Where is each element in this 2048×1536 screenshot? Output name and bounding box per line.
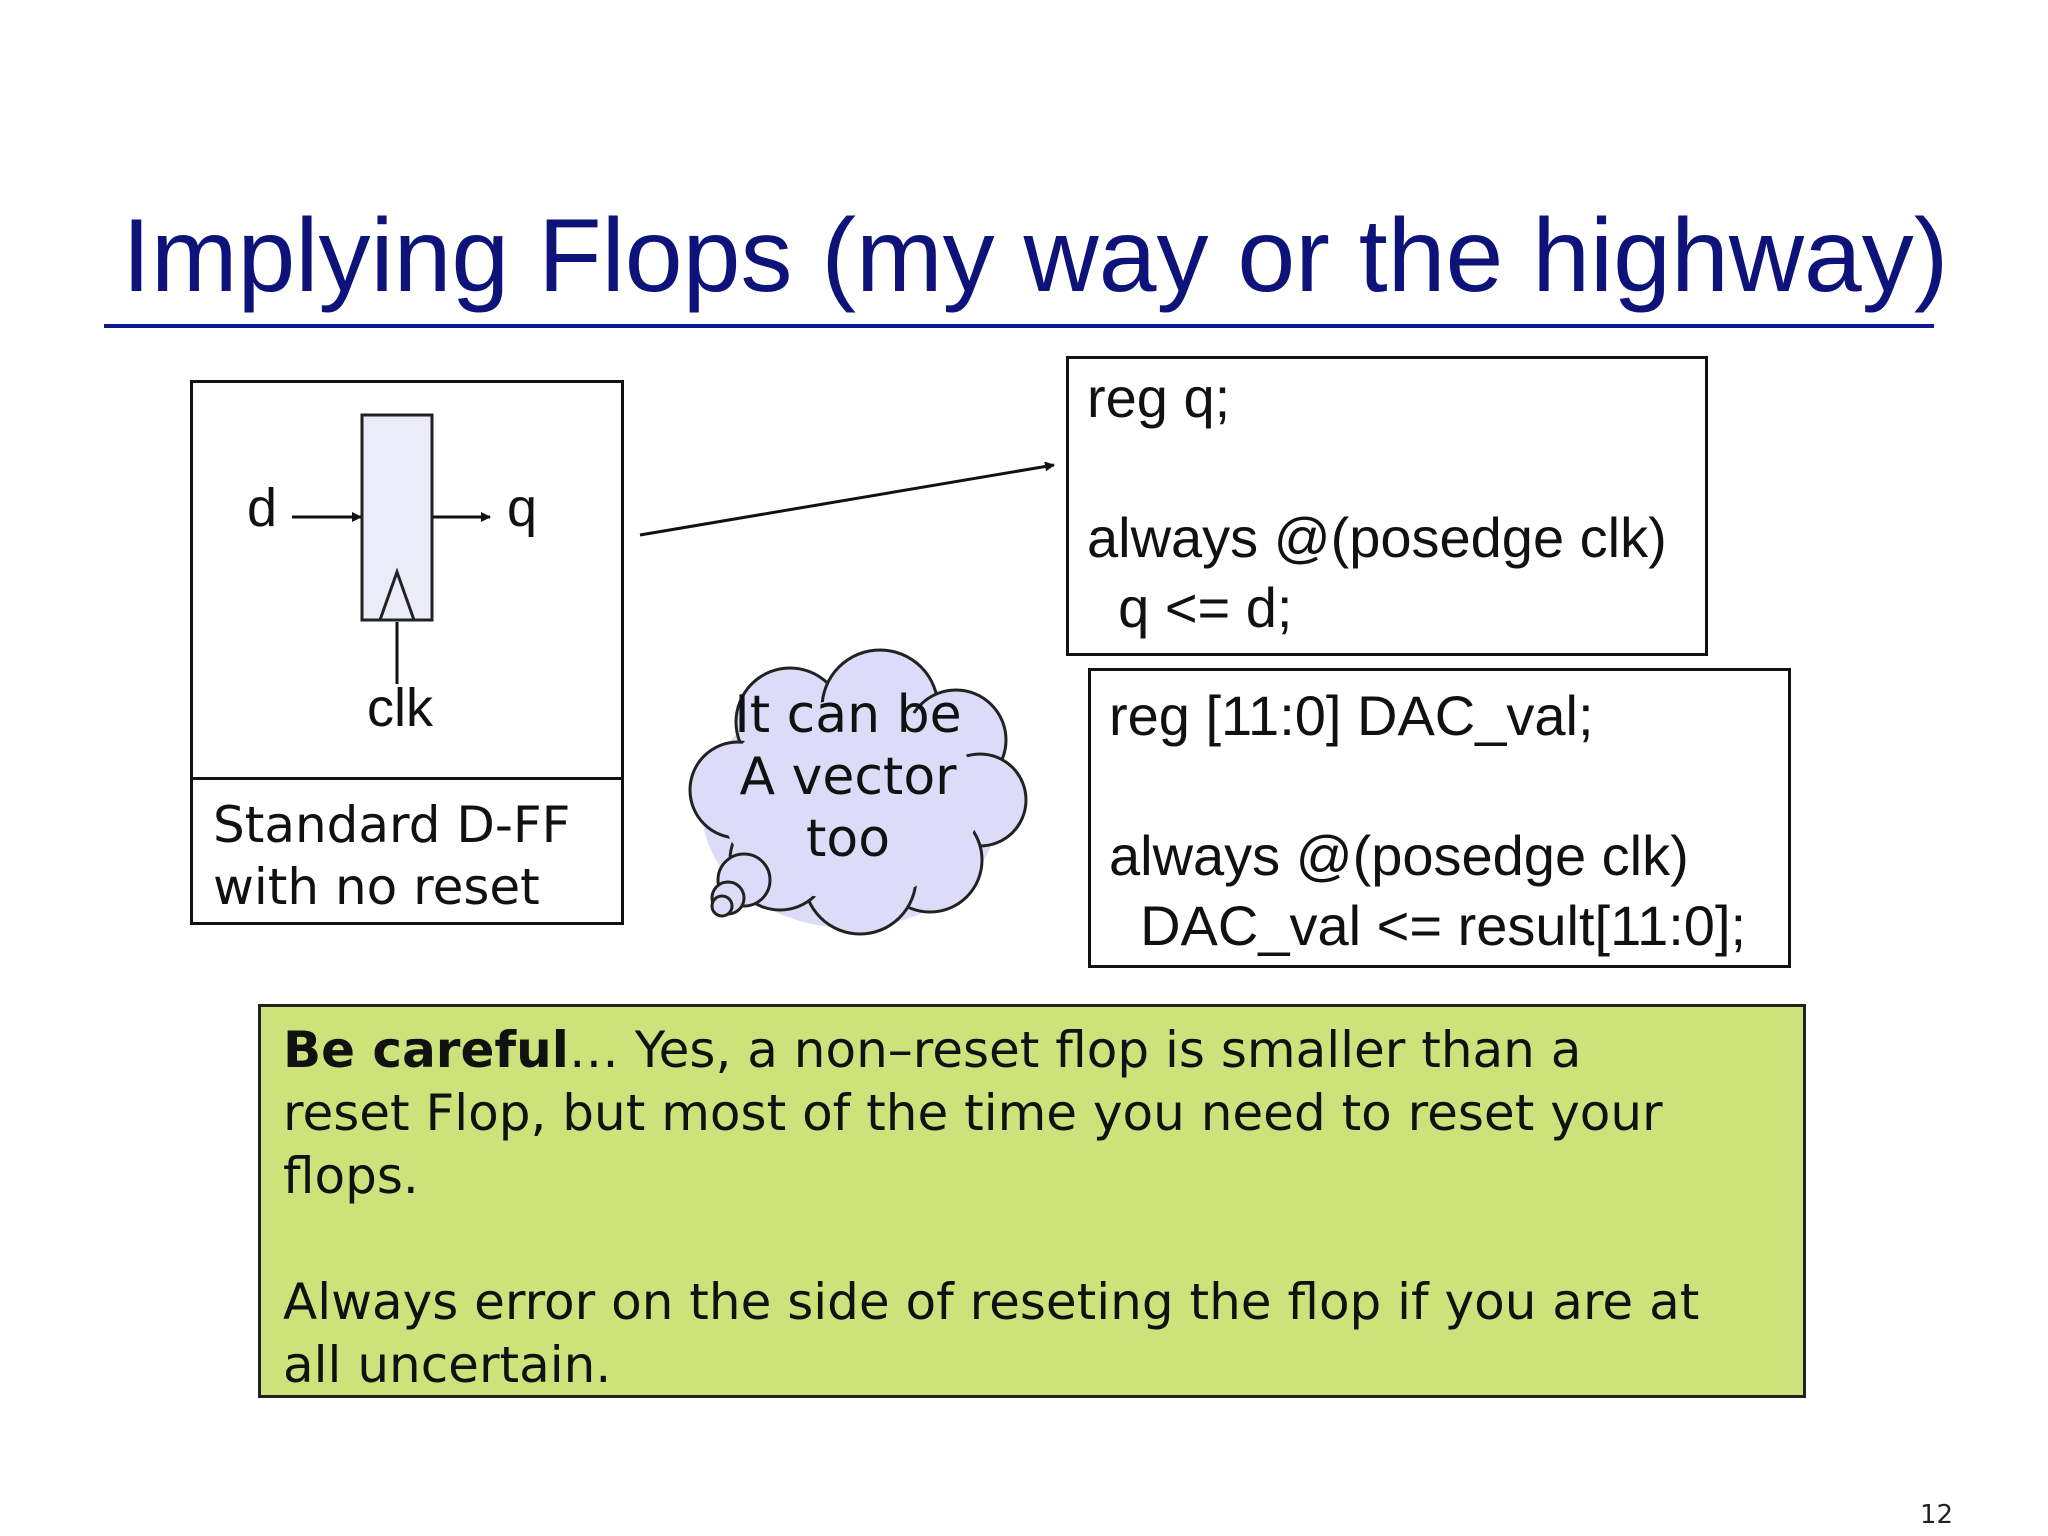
code-line: DAC_val <= result[11:0];: [1109, 894, 1747, 957]
note-spacer: [283, 1208, 1783, 1271]
code-line: q <= d;: [1087, 576, 1293, 639]
clk-label: clk: [367, 678, 433, 738]
d-input-label: d: [247, 478, 278, 538]
flip-flop-symbol: [362, 415, 432, 620]
note-line-1: [283, 1019, 1783, 1082]
note-line-5: all uncertain.: [283, 1336, 612, 1394]
code-line: reg [11:0] DAC_val;: [1109, 684, 1594, 747]
bubble-line-2: A vector: [739, 747, 957, 807]
note-line-1-rest: … Yes, a non–reset flop is smaller than a: [568, 1021, 1582, 1079]
code-line: always @(posedge clk): [1109, 824, 1689, 887]
note-line-4: Always error on the side of reseting the flop if you are at: [283, 1273, 1700, 1331]
code-line: always @(posedge clk): [1087, 506, 1667, 569]
q-output-label: q: [507, 478, 538, 538]
dff-caption-line-1: Standard D-FF: [213, 796, 571, 854]
slide-title: Implying Flops (my way or the highway): [122, 198, 1949, 314]
bubble-line-3: too: [805, 809, 891, 869]
note-line-2: reset Flop, but most of the time you need to reset your: [283, 1084, 1663, 1142]
bubble-line-1: It can be: [734, 685, 962, 745]
caution-note-box: [258, 1004, 1806, 1398]
thought-bubble-text: [700, 684, 996, 870]
note-bold-lead: Be careful: [283, 1021, 569, 1079]
code-line: reg q;: [1087, 366, 1231, 429]
dff-caption-line-2: with no reset: [213, 858, 540, 916]
note-line-3: flops.: [283, 1147, 419, 1205]
caution-note-text: [283, 1019, 1783, 1397]
page-number: 12: [1920, 1500, 1954, 1530]
diagram-to-code-arrow: [640, 465, 1054, 535]
